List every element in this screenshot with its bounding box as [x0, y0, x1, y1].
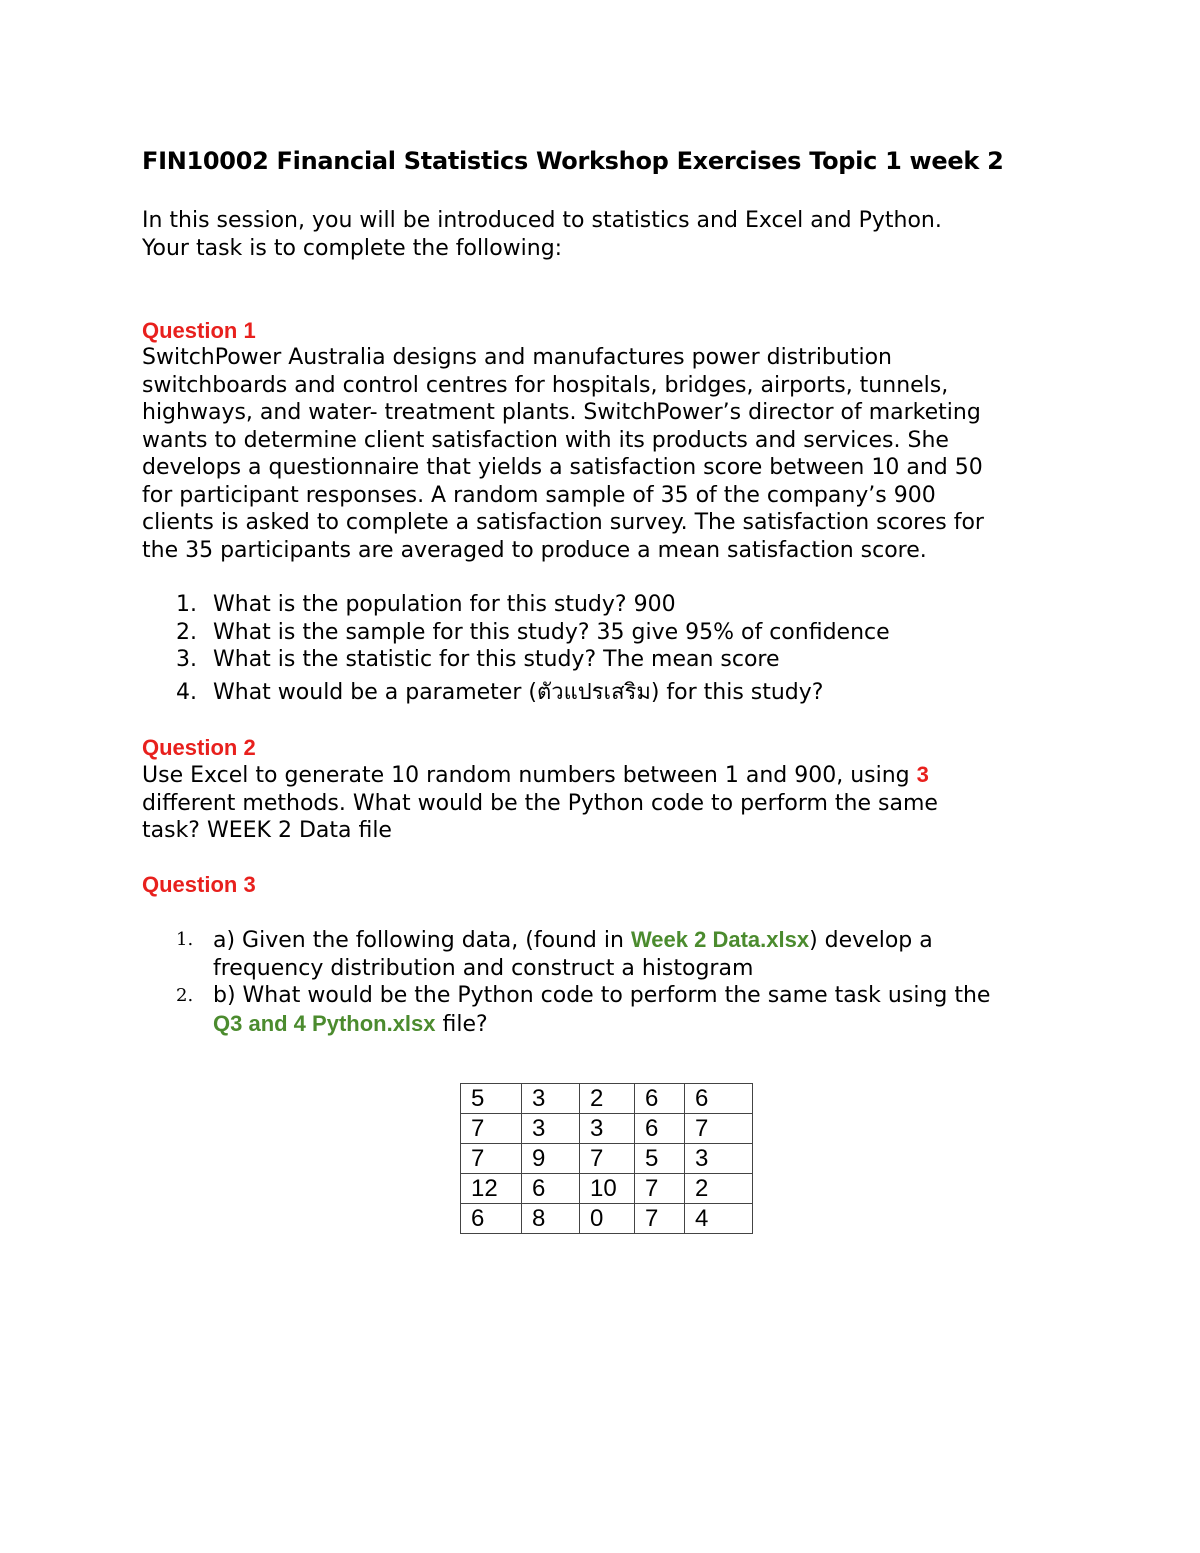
list-number: 2.: [176, 619, 197, 645]
table-cell: 3: [522, 1084, 580, 1114]
table-cell: 6: [461, 1204, 522, 1234]
table-row: [461, 1174, 753, 1204]
table-cell: 7: [461, 1114, 522, 1144]
file-name-link: Week 2 Data.xlsx: [630, 927, 810, 952]
question-2-paragraph: [142, 761, 938, 845]
table-cell: 7: [685, 1114, 753, 1144]
table-cell: 3: [580, 1114, 635, 1144]
table-cell: 3: [685, 1144, 753, 1174]
highlight-number: 3: [916, 762, 929, 787]
question-3-list: [176, 926, 990, 1038]
table-cell: 7: [635, 1174, 685, 1204]
list-text: What is the sample for this study? 35 give 95% of confidence: [213, 619, 890, 645]
table-cell: 8: [522, 1204, 580, 1234]
list-number: 4.: [176, 679, 197, 705]
paragraph-text: Use Excel to generate 10 random numbers between 1 and 900, using: [142, 763, 917, 788]
paragraph-line: wants to determine client satisfaction with its products and services. She: [142, 427, 949, 453]
paragraph-line: highways, and water- treatment plants. SwitchPower’s director of marketing: [142, 400, 981, 425]
table-cell: 6: [685, 1084, 753, 1114]
data-table: [460, 1083, 753, 1234]
table-cell: 6: [635, 1084, 685, 1114]
list-text: What would be a parameter (ตัวแปรเสริม) for this study?: [213, 679, 824, 705]
list-text-continued: [213, 1010, 990, 1039]
text-segment: a) Given the following data, (found in: [213, 928, 631, 953]
paragraph-line: different methods. What would be the Python code to perform the same: [142, 790, 938, 816]
list-item: [176, 926, 990, 982]
text-segment: file?: [435, 1011, 488, 1037]
list-item: [176, 982, 990, 1038]
file-name-link: Q3 and 4 Python.xlsx: [213, 1010, 436, 1036]
intro-line: Your task is to complete the following:: [142, 236, 563, 261]
list-text: [213, 926, 990, 955]
list-text: What is the population for this study? 900: [213, 592, 676, 617]
table-cell: 2: [685, 1174, 753, 1204]
table-row: [461, 1204, 753, 1234]
paragraph-line: SwitchPower Australia designs and manufactures power distribution: [142, 345, 892, 370]
intro-line: In this session, you will be introduced to statistics and Excel and Python.: [142, 208, 942, 233]
table-cell: 6: [522, 1174, 580, 1204]
table-cell: 0: [580, 1204, 635, 1234]
list-number: 3.: [176, 647, 197, 672]
table-cell: 3: [522, 1114, 580, 1144]
table-row: [461, 1144, 753, 1174]
intro-text: [142, 207, 942, 263]
paragraph-line: develops a questionnaire that yields a satisfaction score between 10 and 50: [142, 455, 983, 480]
paragraph-line: switchboards and control centres for hospitals, bridges, airports, tunnels,: [142, 372, 949, 398]
table-cell: 4: [685, 1204, 753, 1234]
paragraph-line: for participant responses. A random sample of 35 of the company’s 900: [142, 482, 936, 508]
list-text: b) What would be the Python code to perform the same task using the: [213, 983, 991, 1008]
paragraph-line: the 35 participants are averaged to produce a mean satisfaction score.: [142, 537, 927, 563]
list-number: 1.: [176, 592, 197, 617]
table-cell: 2: [580, 1084, 635, 1114]
question-2-heading: Question 2: [142, 735, 256, 760]
text-segment: ) develop a: [809, 928, 933, 953]
table-cell: 5: [461, 1084, 522, 1114]
paragraph-line: [142, 761, 938, 790]
table-row: [461, 1084, 753, 1114]
table-cell: 6: [635, 1114, 685, 1144]
question-1-heading: Question 1: [142, 318, 256, 343]
document-title: FIN10002 Financial Statistics Workshop Exercises Topic 1 week 2: [142, 147, 1004, 175]
table-cell: 12: [461, 1174, 522, 1204]
list-text: What is the statistic for this study? The mean score: [213, 647, 780, 672]
table-row: [461, 1114, 753, 1144]
table-cell: 7: [635, 1204, 685, 1234]
paragraph-line: clients is asked to complete a satisfaction survey. The satisfaction scores for: [142, 510, 984, 535]
table-cell: 9: [522, 1144, 580, 1174]
table-cell: 7: [461, 1144, 522, 1174]
table-cell: 5: [635, 1144, 685, 1174]
question-1-paragraph: [142, 344, 984, 564]
paragraph-line: task? WEEK 2 Data file: [142, 818, 392, 843]
list-text-continued: frequency distribution and construct a histogram: [213, 955, 754, 981]
list-number: 1.: [176, 929, 194, 950]
list-number: 2.: [176, 985, 194, 1006]
question-3-heading: Question 3: [142, 872, 256, 897]
table-cell: 10: [580, 1174, 635, 1204]
table-cell: 7: [580, 1144, 635, 1174]
